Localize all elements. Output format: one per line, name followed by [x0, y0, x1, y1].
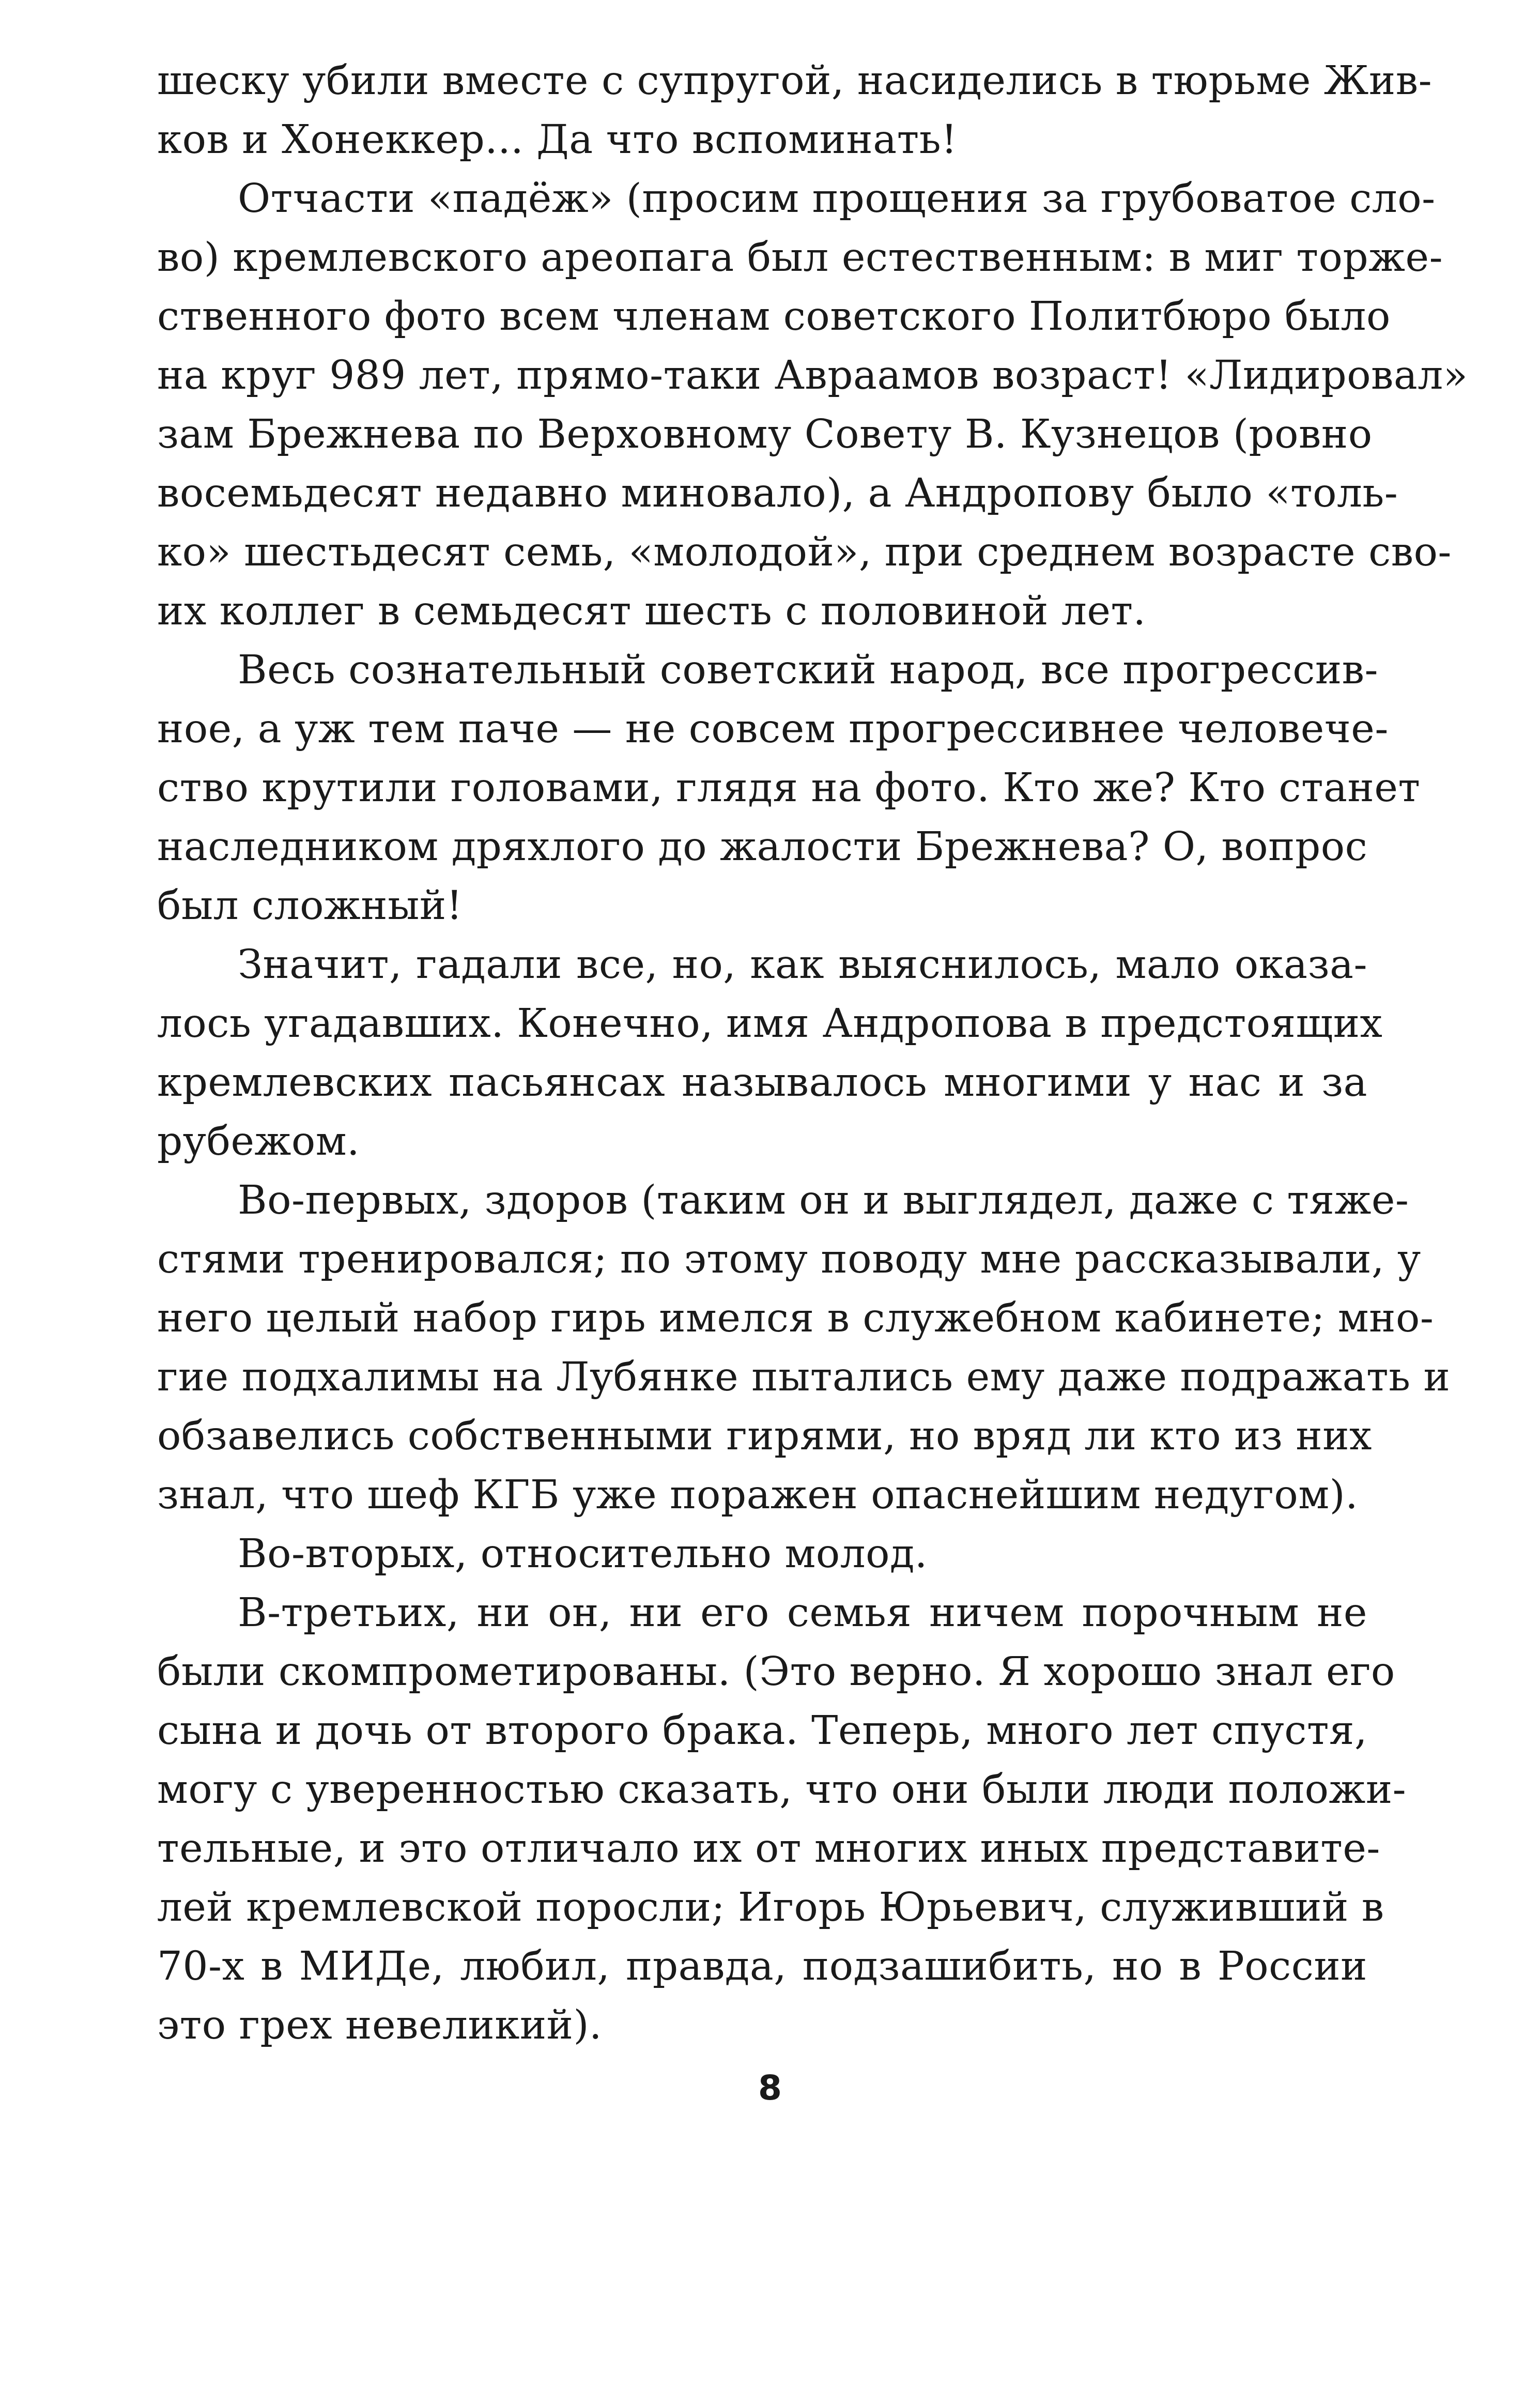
text-line: наследником дряхлого до жалости Брежнева? О, вопрос: [157, 824, 1368, 870]
paragraph: [157, 1584, 1407, 2055]
text-line: их коллег в семьдесят шесть с половиной лет.: [157, 588, 1146, 634]
text-line: ко» шестьдесят семь, «молодой», при среднем возрасте сво-: [157, 529, 1452, 575]
page-number: 8: [758, 2068, 782, 2108]
text-line: обзавелись собственными гирями, но вряд ли кто из них: [157, 1413, 1372, 1459]
paragraph: [157, 1525, 1367, 1584]
text-line: стями тренировался; по этому поводу мне рассказывали, у: [157, 1236, 1421, 1282]
paragraph: [157, 641, 1421, 936]
text-line: гие подхалимы на Лубянке пытались ему даже подражать и: [157, 1354, 1451, 1400]
text-line: Во-первых, здоров (таким он и выглядел, даже с тяже-: [238, 1177, 1409, 1223]
paragraph: [157, 52, 1433, 170]
text-line: рубежом.: [157, 1119, 360, 1165]
paragraph: [157, 936, 1383, 1171]
text-line: сына и дочь от второго брака. Теперь, много лет спустя,: [157, 1708, 1367, 1754]
text-line: Отчасти «падёж» (просим прощения за грубоватое сло-: [238, 176, 1436, 222]
text-line: восемьдесят недавно миновало), а Андропову было «толь-: [157, 470, 1398, 516]
text-line: лось угадавших. Конечно, имя Андропова в предстоящих: [157, 1001, 1383, 1047]
text-line: Значит, гадали все, но, как выяснилось, мало оказа-: [238, 942, 1367, 988]
text-line: были скомпрометированы. (Это верно. Я хорошо знал его: [157, 1649, 1395, 1695]
text-line: него целый набор гирь имелся в служебном кабинете; мно-: [157, 1295, 1434, 1341]
text-line: ство крутили головами, глядя на фото. Кто же? Кто станет: [157, 765, 1421, 811]
text-line: Во-вторых, относительно молод.: [238, 1531, 928, 1577]
text-line: это грех невеликий).: [157, 2002, 602, 2048]
text-line: могу с уверенностью сказать, что они были люди положи-: [157, 1767, 1407, 1813]
paragraph: [157, 170, 1468, 641]
text-line: кремлевских пасьянсах называлось многими у нас и за: [157, 1060, 1367, 1106]
text-line: шеску убили вместе с супругой, насиделись в тюрьме Жив-: [157, 58, 1433, 104]
text-line: знал, что шеф КГБ уже поражен опаснейшим недугом).: [157, 1472, 1359, 1518]
text-line: В-третьих, ни он, ни его семья ничем порочным не: [238, 1590, 1367, 1636]
text-line: ков и Хонеккер... Да что вспоминать!: [157, 117, 958, 163]
text-line: был сложный!: [157, 883, 463, 929]
text-line: ное, а уж тем паче — не совсем прогрессивнее человече-: [157, 706, 1389, 752]
text-line: тельные, и это отличало их от многих иных представите-: [157, 1826, 1380, 1872]
text-line: лей кремлевской поросли; Игорь Юрьевич, служивший в: [157, 1885, 1384, 1931]
text-line: зам Брежнева по Верховному Совету В. Кузнецов (ровно: [157, 411, 1373, 457]
text-line: Весь сознательный советский народ, все прогрессив-: [238, 647, 1379, 693]
body-text: [157, 52, 1468, 2055]
text-line: ственного фото всем членам советского Политбюро было: [157, 294, 1391, 340]
paragraph: [157, 1171, 1451, 1525]
text-line: 70-х в МИДе, любил, правда, подзашибить, но в России: [157, 1943, 1367, 1989]
text-line: на круг 989 лет, прямо-таки Авраамов возраст! «Лидировал»: [157, 353, 1468, 399]
text-line: во) кремлевского ареопага был естественным: в миг торже-: [157, 235, 1443, 281]
